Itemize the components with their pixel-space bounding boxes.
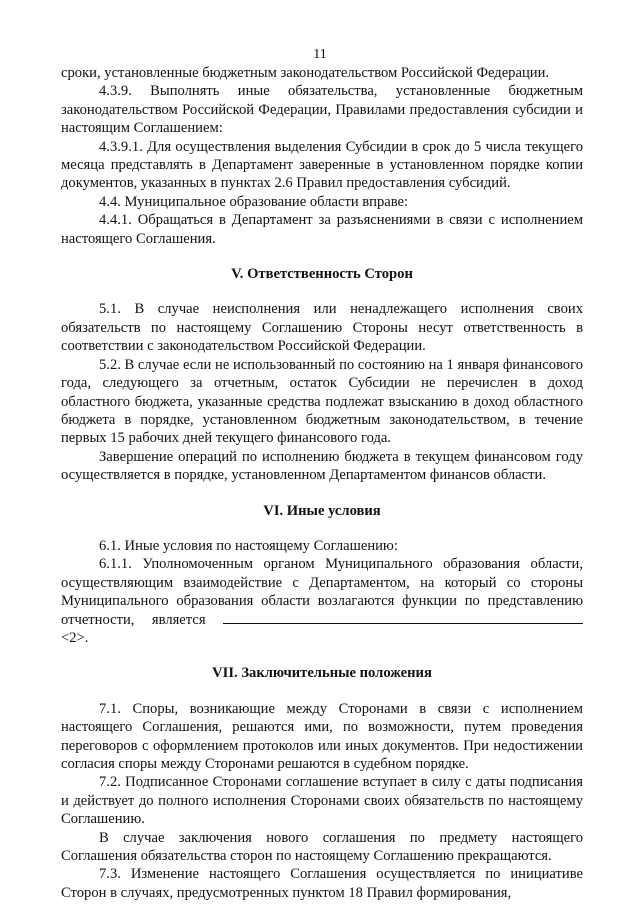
paragraph-5-2: 5.2. В случае если не использованный по состоянию на 1 января финансового года, следующего за отчетным, остаток Субсидии не перечислен в доход областного бюджета, указанные средства подлежат взысканию в доход областного бюджета в порядке, установленном бюджетным законодательством, в течение первых 15 рабочих дней текущего финансового года. [61,356,583,447]
paragraph-4-4-1: 4.4.1. Обращаться в Департамент за разъяснениями в связи с исполнением настоящего Соглашения. [61,212,583,247]
document-body [61,64,583,902]
section-heading-vi: VI. Иные условия [263,502,381,519]
spacer [61,683,583,700]
spacer [61,485,583,502]
paragraph-4-4: 4.4. Муниципальное образование области вправе: [99,193,409,210]
section-heading-vii: VII. Заключительные положения [212,665,432,682]
paragraph-7-3: 7.3. Изменение настоящего Соглашения осуществляется по инициативе Сторон в случаях, предусмотренных пунктом 18 Правил формирования, [61,866,583,901]
paragraph-5-2-continued: Завершение операций по исполнению бюджета в текущем финансовом году осуществляется в порядке, установленном Департаментом финансов области. [61,448,583,484]
paragraph-6-1-1 [61,555,583,647]
paragraph-6-1-1-text: 6.1.1. Уполномоченным органом Муниципального образования области, осуществляющим взаимодействие с Департаментом, на который со стороны Муниципального образования области возлагаются функции по представлению отчетности, является [61,556,583,628]
page-number: 11 [313,47,327,62]
paragraph-7-1: 7.1. Споры, возникающие между Сторонами в связи с исполнением настоящего Соглашения, решаются ими, по возможности, путем проведения переговоров с оформлением протоколов или иных документов. При недостижении согласия споры между Сторонами решаются в судебном порядке. [61,700,583,772]
footnote-ref: <2>. [61,629,89,646]
spacer [61,283,583,300]
paragraph-4-3-9: 4.3.9. Выполнять иные обязательства, установленные бюджетным законодательством Российской Федерации, Правилами предоставления субсидии и настоящим Соглашением: [61,83,583,137]
paragraph-4-3-9-1: 4.3.9.1. Для осуществления выделения Субсидии в срок до 5 числа текущего месяца представлять в Департамент заверенные в установленном порядке копии документов, указанных в пунктах 2.6 Правил предоставления субсидий. [61,138,583,192]
paragraph-continuation: сроки, установленные бюджетным законодательством Российской Федерации. [61,65,550,81]
spacer [61,520,583,537]
paragraph-5-1: 5.1. В случае неисполнения или ненадлежащего исполнения своих обязательств по настоящему Соглашению Стороны несут ответственность в соответствии с законодательством Российской Федерации. [61,301,583,355]
spacer [61,647,583,664]
paragraph-6-1: 6.1. Иные условия по настоящему Соглашению: [99,537,398,554]
paragraph-7-2-continued: В случае заключения нового соглашения по предмету настоящего Соглашения обязательства сторон по настоящему Соглашению прекращаются. [61,829,583,865]
spacer [61,248,583,265]
section-heading-v: V. Ответственность Сторон [231,266,413,283]
paragraph-7-2: 7.2. Подписанное Сторонами соглашение вступает в силу с даты подписания и действует до полного исполнения Сторонами своих обязательств по настоящему Соглашению. [61,774,583,828]
fill-in-blank-line [223,611,583,624]
